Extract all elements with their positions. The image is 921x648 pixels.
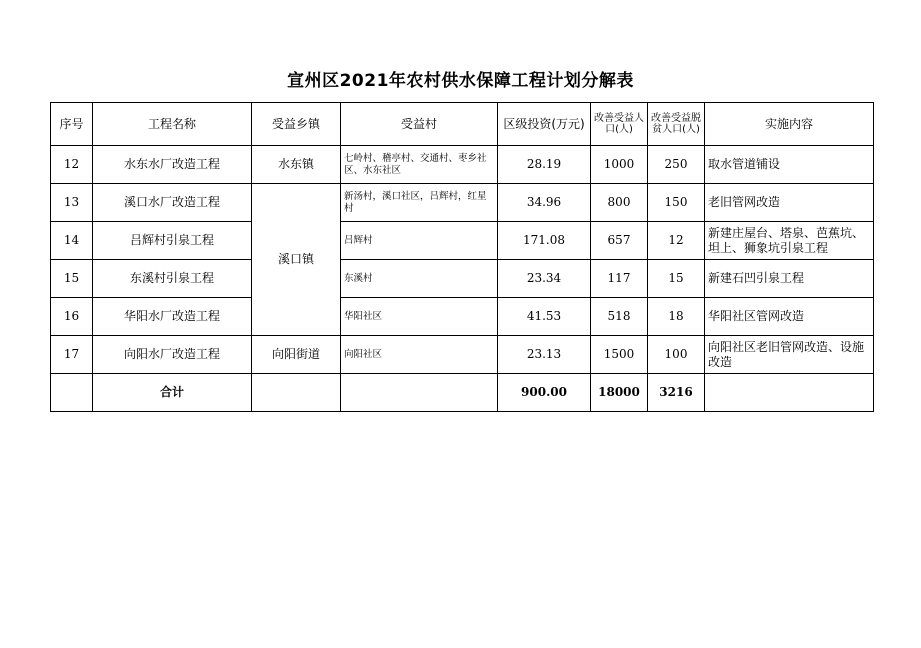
cell-seq: 12 bbox=[51, 146, 93, 184]
cell-project: 水东水厂改造工程 bbox=[93, 146, 252, 184]
page-title: 宣州区2021年农村供水保障工程计划分解表 bbox=[287, 71, 634, 91]
plan-table bbox=[50, 102, 874, 412]
cell-content: 华阳社区管网改造 bbox=[705, 298, 874, 336]
header-village: 受益村 bbox=[341, 103, 498, 146]
cell-village: 新汤村，溪口社区，吕辉村，红星村 bbox=[341, 184, 498, 222]
cell-project: 华阳水厂改造工程 bbox=[93, 298, 252, 336]
total-poor-population: 3216 bbox=[648, 374, 705, 412]
total-empty-seq bbox=[51, 374, 93, 412]
cell-investment: 23.34 bbox=[498, 260, 591, 298]
total-label: 合计 bbox=[93, 374, 252, 412]
table-row bbox=[51, 298, 874, 336]
total-population: 18000 bbox=[591, 374, 648, 412]
cell-investment: 34.96 bbox=[498, 184, 591, 222]
cell-village: 吕辉村 bbox=[341, 222, 498, 260]
cell-village: 七岭村、稽亭村、交通村、枣乡社区、水东社区 bbox=[341, 146, 498, 184]
cell-seq: 14 bbox=[51, 222, 93, 260]
header-project: 工程名称 bbox=[93, 103, 252, 146]
table-row bbox=[51, 336, 874, 374]
header-population: 改善受益人口(人) bbox=[591, 103, 648, 146]
cell-poor-population: 150 bbox=[648, 184, 705, 222]
cell-project: 东溪村引泉工程 bbox=[93, 260, 252, 298]
cell-population: 800 bbox=[591, 184, 648, 222]
cell-town: 水东镇 bbox=[252, 146, 341, 184]
cell-town-merged: 溪口镇 bbox=[252, 184, 341, 336]
cell-poor-population: 12 bbox=[648, 222, 705, 260]
cell-poor-population: 250 bbox=[648, 146, 705, 184]
header-poor-population: 改善受益脱贫人口(人) bbox=[648, 103, 705, 146]
header-investment: 区级投资(万元) bbox=[498, 103, 591, 146]
total-empty-village bbox=[341, 374, 498, 412]
cell-investment: 23.13 bbox=[498, 336, 591, 374]
header-row bbox=[51, 103, 874, 146]
cell-village: 向阳社区 bbox=[341, 336, 498, 374]
header-town: 受益乡镇 bbox=[252, 103, 341, 146]
cell-investment: 171.08 bbox=[498, 222, 591, 260]
cell-poor-population: 18 bbox=[648, 298, 705, 336]
cell-project: 向阳水厂改造工程 bbox=[93, 336, 252, 374]
table-row bbox=[51, 222, 874, 260]
total-empty-town bbox=[252, 374, 341, 412]
cell-content: 新建庄屋台、塔泉、芭蕉坑、坦上、狮象坑引泉工程 bbox=[705, 222, 874, 260]
cell-content: 新建石凹引泉工程 bbox=[705, 260, 874, 298]
cell-population: 657 bbox=[591, 222, 648, 260]
cell-seq: 16 bbox=[51, 298, 93, 336]
table-row bbox=[51, 260, 874, 298]
header-content: 实施内容 bbox=[705, 103, 874, 146]
cell-population: 518 bbox=[591, 298, 648, 336]
cell-poor-population: 15 bbox=[648, 260, 705, 298]
cell-population: 117 bbox=[591, 260, 648, 298]
cell-content: 向阳社区老旧管网改造、设施改造 bbox=[705, 336, 874, 374]
cell-population: 1500 bbox=[591, 336, 648, 374]
cell-project: 吕辉村引泉工程 bbox=[93, 222, 252, 260]
cell-village: 东溪村 bbox=[341, 260, 498, 298]
cell-seq: 13 bbox=[51, 184, 93, 222]
total-empty-content bbox=[705, 374, 874, 412]
cell-investment: 28.19 bbox=[498, 146, 591, 184]
total-investment: 900.00 bbox=[498, 374, 591, 412]
cell-project: 溪口水厂改造工程 bbox=[93, 184, 252, 222]
cell-content: 老旧管网改造 bbox=[705, 184, 874, 222]
cell-content: 取水管道铺设 bbox=[705, 146, 874, 184]
cell-poor-population: 100 bbox=[648, 336, 705, 374]
cell-seq: 15 bbox=[51, 260, 93, 298]
cell-population: 1000 bbox=[591, 146, 648, 184]
table-row bbox=[51, 146, 874, 184]
cell-town: 向阳街道 bbox=[252, 336, 341, 374]
cell-village: 华阳社区 bbox=[341, 298, 498, 336]
cell-investment: 41.53 bbox=[498, 298, 591, 336]
cell-seq: 17 bbox=[51, 336, 93, 374]
total-row bbox=[51, 374, 874, 412]
table-row bbox=[51, 184, 874, 222]
header-seq: 序号 bbox=[51, 103, 93, 146]
